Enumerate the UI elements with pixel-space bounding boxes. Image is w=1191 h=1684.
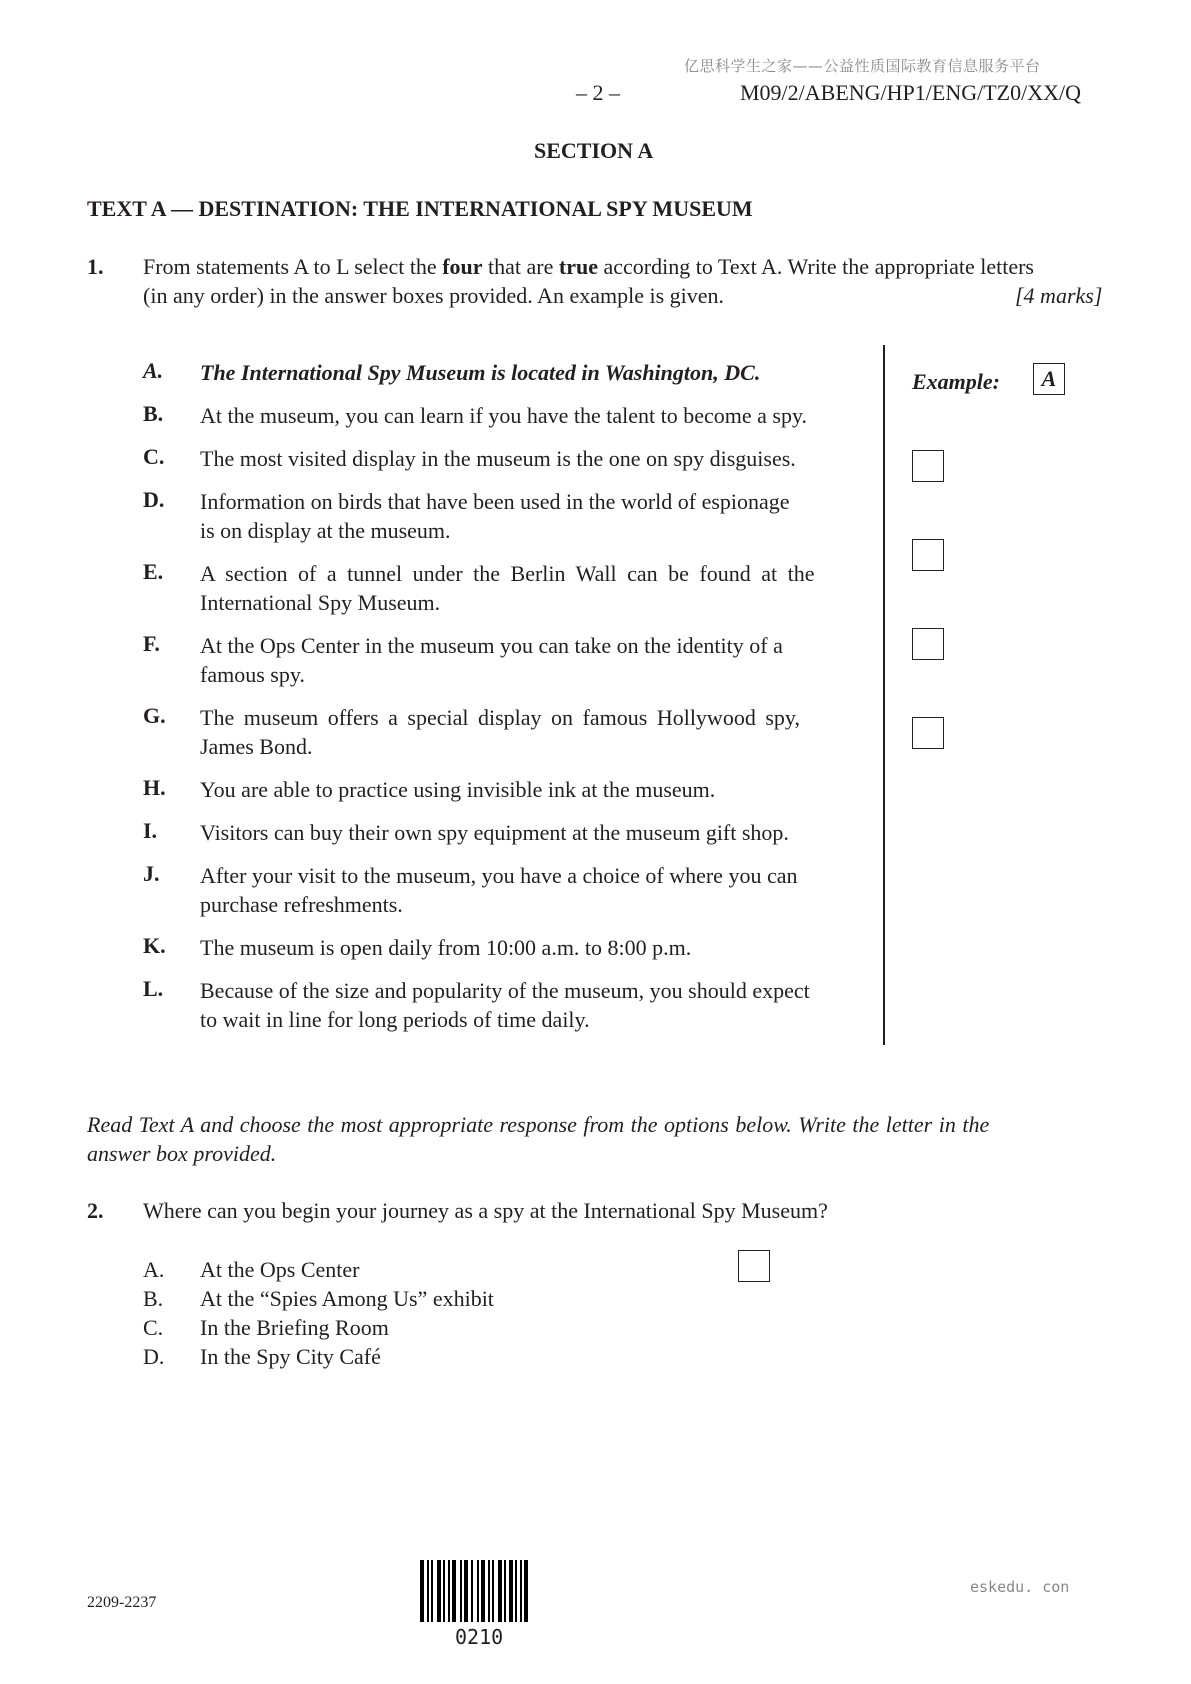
instruction-line-2: answer box provided.: [87, 1141, 277, 1166]
answer-box-2[interactable]: [912, 539, 944, 571]
question-1-line-1: [143, 252, 1113, 281]
example-label: Example:: [912, 369, 1000, 394]
statement-text: After your visit to the museum, you have a choice of where you can: [200, 863, 798, 888]
statement-text: Because of the size and popularity of the museum, you should expect: [200, 978, 810, 1003]
statement-letter: H.: [143, 775, 166, 800]
example-answer-box: A: [1033, 363, 1065, 395]
statement-letter: C.: [143, 444, 165, 469]
top-watermark: 亿思科学生之家——公益性质国际教育信息服务平台: [684, 57, 1041, 75]
statement-text: to wait in line for long periods of time daily.: [200, 1007, 590, 1032]
statement-letter: A.: [143, 358, 164, 383]
statement-letter: D.: [143, 487, 165, 512]
paper-code: M09/2/ABENG/HP1/ENG/TZ0/XX/Q: [740, 80, 1081, 105]
answer-box-1[interactable]: [912, 450, 944, 482]
statement-text: You are able to practice using invisible ink at the museum.: [200, 777, 716, 802]
option-text: In the Spy City Café: [200, 1344, 381, 1369]
option-letter: C.: [143, 1315, 164, 1340]
barcode: [420, 1560, 528, 1622]
statement-text: Information on birds that have been used in the world of espionage: [200, 489, 790, 514]
statement-text: is on display at the museum.: [200, 518, 451, 543]
statement-text: famous spy.: [200, 662, 305, 687]
page-number: – 2 –: [576, 80, 620, 105]
instruction-line-1: Read Text A and choose the most appropriate response from the options below. Write the letter in the: [87, 1112, 990, 1137]
statement-letter: L.: [143, 976, 164, 1001]
option-text: At the Ops Center: [200, 1257, 360, 1282]
question-2-text: Where can you begin your journey as a spy at the International Spy Museum?: [143, 1198, 828, 1223]
statement-text: James Bond.: [200, 734, 313, 759]
text-title: TEXT A — DESTINATION: THE INTERNATIONAL SPY MUSEUM: [87, 196, 753, 221]
statement-letter: I.: [143, 818, 158, 843]
statement-text: International Spy Museum.: [200, 590, 441, 615]
statement-text: Visitors can buy their own spy equipment at the museum gift shop.: [200, 820, 789, 845]
answer-box-4[interactable]: [912, 717, 944, 749]
section-title: SECTION A: [534, 138, 654, 163]
q1-emphasis-four: four: [442, 254, 483, 279]
statement-letter: G.: [143, 703, 166, 728]
statement-letter: B.: [143, 401, 164, 426]
statement-letter: F.: [143, 631, 160, 656]
option-text: In the Briefing Room: [200, 1315, 389, 1340]
statement-letter: K.: [143, 933, 166, 958]
statement-text: At the museum, you can learn if you have the talent to become a spy.: [200, 403, 808, 428]
question-1-line-2: (in any order) in the answer boxes provided. An example is given.: [143, 283, 725, 308]
question-1-marks: [4 marks]: [1015, 283, 1103, 308]
statement-letter: J.: [143, 861, 160, 886]
answer-box-3[interactable]: [912, 628, 944, 660]
statement-text: The International Spy Museum is located in Washington, DC.: [200, 360, 761, 385]
statement-text: A section of a tunnel under the Berlin Wall can be found at the: [200, 561, 815, 586]
option-letter: B.: [143, 1286, 164, 1311]
statement-letter: E.: [143, 559, 164, 584]
question-2-number: 2.: [87, 1198, 104, 1223]
question-1-number: 1.: [87, 254, 104, 279]
question-2-answer-box[interactable]: [738, 1250, 770, 1282]
option-letter: D.: [143, 1344, 165, 1369]
statement-text: The museum offers a special display on famous Hollywood spy,: [200, 705, 800, 730]
statement-text: purchase refreshments.: [200, 892, 403, 917]
q1-text-part: From statements A to L select the: [143, 254, 443, 279]
bottom-watermark: eskedu. con: [970, 1578, 1070, 1596]
statement-text: At the Ops Center in the museum you can take on the identity of a: [200, 633, 783, 658]
statement-text: The most visited display in the museum is the one on spy disguises.: [200, 446, 796, 471]
option-letter: A.: [143, 1257, 165, 1282]
q1-emphasis-true: true: [558, 254, 598, 279]
option-text: At the “Spies Among Us” exhibit: [200, 1286, 494, 1311]
footer-code: 2209-2237: [87, 1594, 157, 1611]
answer-column-divider: [883, 345, 885, 1045]
statement-text: The museum is open daily from 10:00 a.m. to 8:00 p.m.: [200, 935, 692, 960]
q1-text-part: according to Text A. Write the appropriate letters: [597, 254, 1034, 279]
barcode-number: 0210: [455, 1625, 504, 1649]
q1-text-part: that are: [482, 254, 559, 279]
